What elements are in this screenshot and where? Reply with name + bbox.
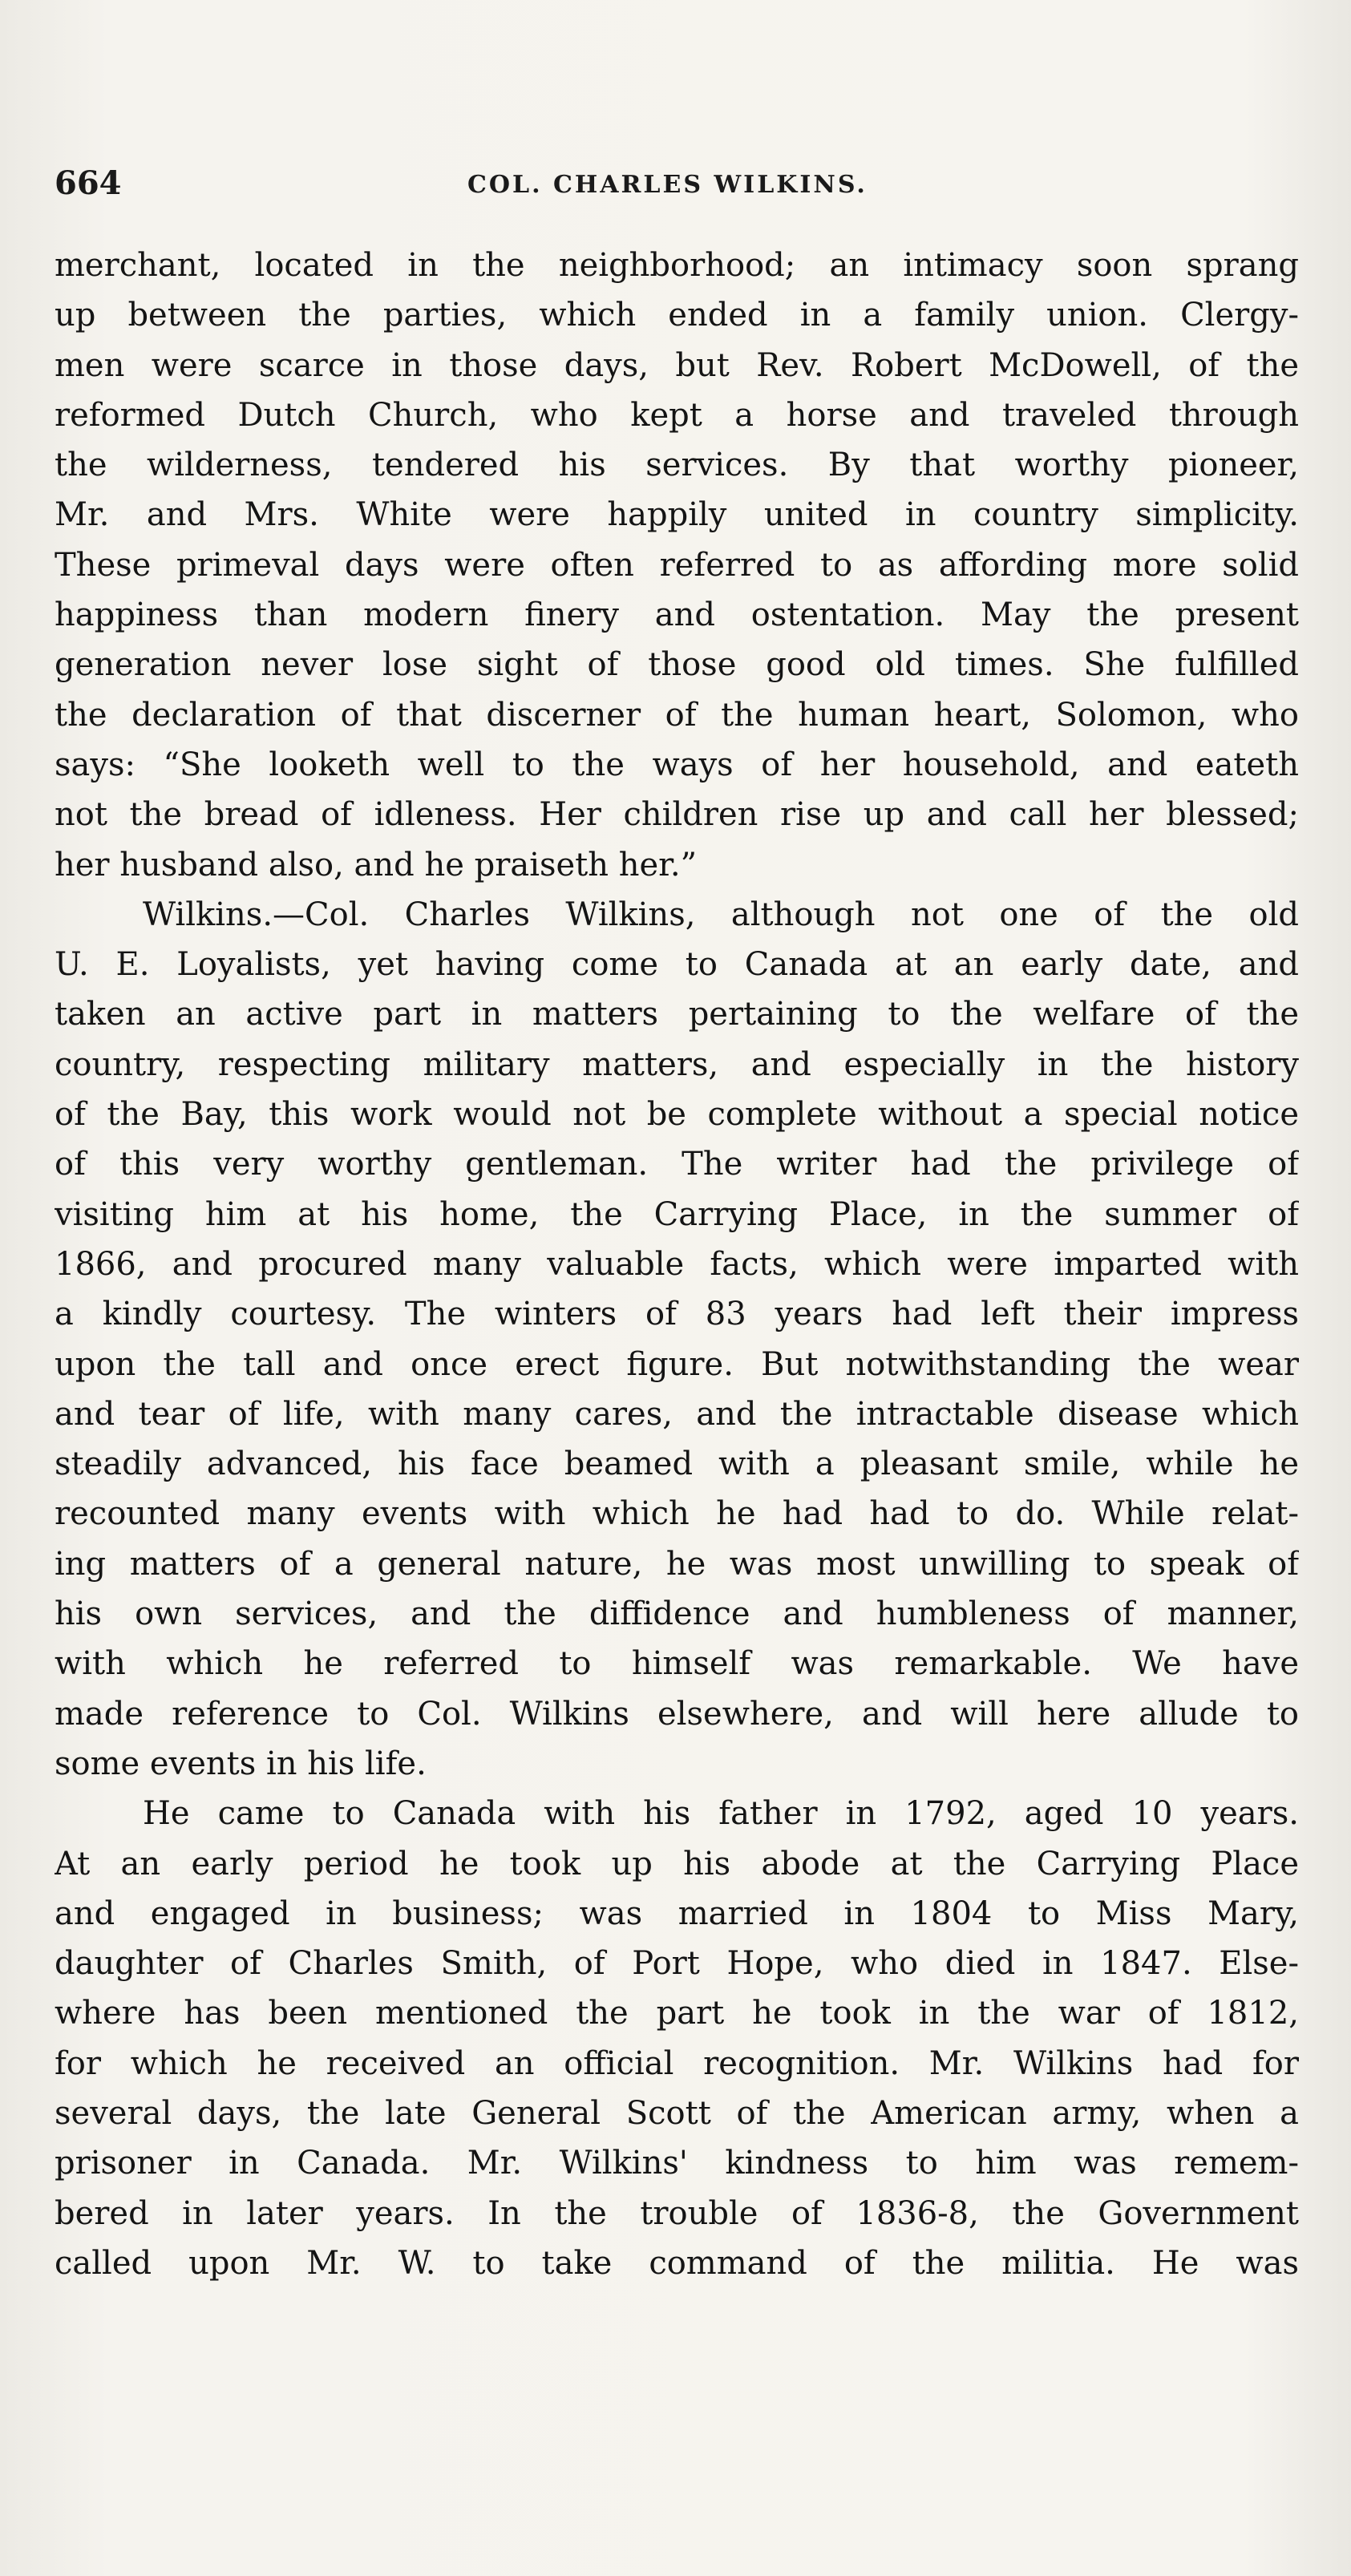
text-line: with which he referred to himself was remarkable. We have (55, 1645, 1299, 1683)
text-line: the wilderness, tendered his services. By that worthy pioneer, (55, 447, 1299, 484)
text-line: ing matters of a general nature, he was most unwilling to speak of (55, 1545, 1299, 1583)
text-line: reformed Dutch Church, who kept a horse and traveled through (55, 396, 1299, 434)
text-line: for which he received an official recognition. Mr. Wilkins had for (55, 2044, 1299, 2082)
text-line: called upon Mr. W. to take command of the militia. He was (55, 2244, 1299, 2282)
paragraph-start-line: He came to Canada with his father in 1792, aged 10 years. (143, 1795, 1299, 1833)
text-line: recounted many events with which he had had to do. While relat- (55, 1495, 1299, 1533)
text-line: prisoner in Canada. Mr. Wilkins' kindness to him was remem- (55, 2145, 1299, 2182)
text-line: the declaration of that discerner of the human heart, Solomon, who (55, 696, 1299, 734)
body-text (55, 241, 1299, 2288)
text-line: At an early period he took up his abode at the Carrying Place (55, 1845, 1299, 1882)
text-line: made reference to Col. Wilkins elsewhere, and will here allude to (55, 1695, 1299, 1733)
text-line: happiness than modern finery and ostentation. May the present (55, 596, 1299, 634)
running-title: COL. CHARLES WILKINS. (467, 171, 868, 199)
page-number: 664 (55, 164, 122, 202)
text-line: her husband also, and he praiseth her.” (55, 846, 698, 884)
text-line: some events in his life. (55, 1745, 427, 1782)
text-line: Mr. and Mrs. White were happily united in country simplicity. (55, 496, 1299, 534)
text-line: U. E. Loyalists, yet having come to Canada at an early date, and (55, 946, 1299, 984)
text-line: taken an active part in matters pertaining to the welfare of the (55, 996, 1299, 1033)
text-line: These primeval days were often referred to as affording more solid (55, 546, 1299, 584)
paragraph-start-line: Wilkins.—Col. Charles Wilkins, although not one of the old (143, 896, 1299, 933)
text-line: and tear of life, with many cares, and the intractable disease which (55, 1395, 1299, 1433)
text-line: a kindly courtesy. The winters of 83 years had left their impress (55, 1296, 1299, 1333)
text-line: visiting him at his home, the Carrying Place, in the summer of (55, 1195, 1299, 1233)
text-line: steadily advanced, his face beamed with a pleasant smile, while he (55, 1446, 1299, 1483)
text-line: merchant, located in the neighborhood; an intimacy soon sprang (55, 247, 1299, 284)
text-line: where has been mentioned the part he took in the war of 1812, (55, 1995, 1299, 2032)
text-line: men were scarce in those days, but Rev. Robert McDowell, of the (55, 346, 1299, 384)
text-line: and engaged in business; was married in 1804 to Miss Mary, (55, 1895, 1299, 1932)
text-line: daughter of Charles Smith, of Port Hope, who died in 1847. Else- (55, 1945, 1299, 1983)
text-line: of this very worthy gentleman. The writer had the privilege of (55, 1146, 1299, 1183)
page-header (55, 164, 1297, 212)
text-line: up between the parties, which ended in a family union. Clergy- (55, 297, 1299, 334)
text-line: his own services, and the diffidence and humbleness of manner, (55, 1595, 1299, 1633)
text-line: 1866, and procured many valuable facts, which were imparted with (55, 1245, 1299, 1283)
text-line: of the Bay, this work would not be complete without a special notice (55, 1096, 1299, 1134)
text-line: several days, the late General Scott of the American army, when a (55, 2094, 1299, 2132)
text-line: country, respecting military matters, and especially in the history (55, 1045, 1299, 1083)
text-line: says: “She looketh well to the ways of her household, and eateth (55, 746, 1299, 783)
text-line: generation never lose sight of those good old times. She fulfilled (55, 646, 1299, 684)
text-line: not the bread of idleness. Her children rise up and call her blessed; (55, 796, 1299, 834)
text-line: upon the tall and once erect figure. But notwithstanding the wear (55, 1345, 1299, 1383)
text-line: bered in later years. In the trouble of 1836-8, the Government (55, 2194, 1299, 2232)
